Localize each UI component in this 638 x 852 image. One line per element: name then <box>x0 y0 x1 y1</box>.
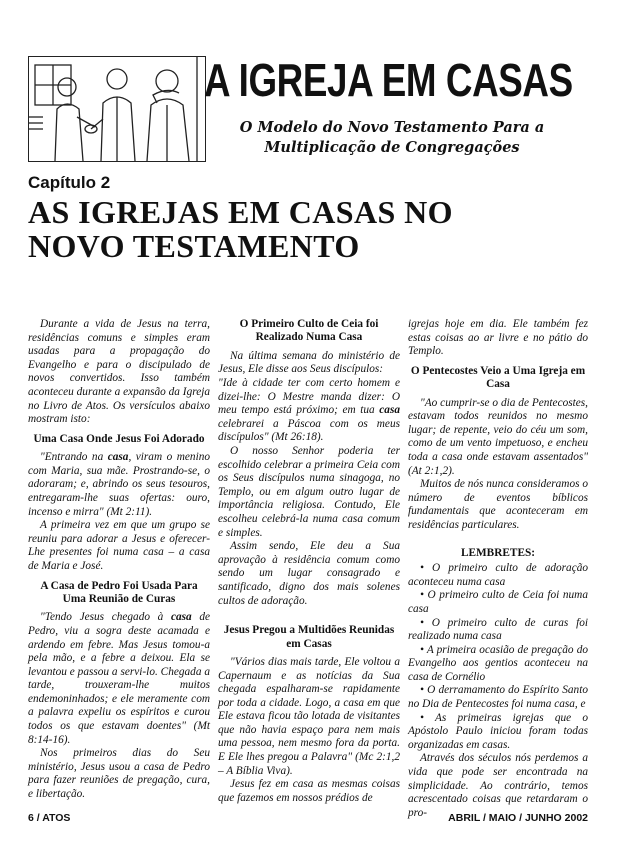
chapter-title-line-1: AS IGREJAS EM CASAS NO <box>28 194 453 230</box>
subtitle-line-2: Multiplicação de Congregações <box>264 139 520 156</box>
section-heading-peter-house: A Casa de Pedro Foi Usada Para Uma Reunião de Curas <box>40 579 198 605</box>
body-paragraph: Muitos de nós nunca consideramos o número de eventos bíblicos fundamentais que aconteceram em residências particulares. <box>408 478 588 531</box>
quote-mc-2-1: "Vários dias mais tarde, Ele voltou a Capernaum e as notícias da Sua chegada espalharam-se rapidamente por toda a cidade. Logo, a casa em que Ele estava ficou tão lotada de visitantes que não havia espaço para nem mais uma pessoa, nem mesmo fora da porta. E Ele lhes pregou a Palavra" (Mc 2:1,2 – A Bíblia Viva). <box>218 655 400 777</box>
body-paragraph: igrejas hoje em dia. Ele também fez estas coisas ao ar livre e no pátio do Templo. <box>408 318 588 358</box>
page-folio: 6 / ATOS <box>28 812 71 824</box>
quote-mt-8-14 <box>28 611 210 747</box>
chapter-label: Capítulo 2 <box>28 173 111 192</box>
quote-text: de Pedro, viu a sogra deste acamada e ardendo em febre. Mas Jesus tomou-a pela mão, e a febre a deixou. Ela se levantou e passou a servi-lo. Chegada a tarde, trouxeram-lhe muitos endemoninhados; e ele meramente com a palavra expeliu os espíritos e curou todos os que estavam doentes" (Mt 8:14-16). <box>28 611 210 746</box>
body-paragraph: Assim sendo, Ele deu a Sua aprovação à residência comum como sendo um lugar consagrado e santificado, digno dos mais solenes cultos de adoração. <box>218 540 400 607</box>
banner-title: A IGREJA EM CASAS <box>204 54 573 106</box>
quote-mt-2-11 <box>28 451 210 519</box>
reminder-item: • As primeiras igrejas que o Apóstolo Paulo iniciou foram todas organizadas em casas. <box>408 711 588 751</box>
quote-text: "Tendo Jesus chegado à <box>40 611 171 624</box>
reminders-heading: LEMBRETES: <box>460 546 536 559</box>
people-meeting-illustration <box>29 57 205 161</box>
section-heading-pentecost: O Pentecostes Veio a Uma Igreja em Casa <box>410 364 586 391</box>
body-paragraph: Através dos séculos nós perdemos a vida que pode ser encontrada na simplicidade. Ao contrário, temos acrescentado coisas que retardaram o pro- <box>408 752 588 819</box>
text-column-3 <box>408 318 588 820</box>
text-column-2 <box>218 318 400 805</box>
quote-emphasis: casa <box>379 404 400 417</box>
quote-emphasis: casa <box>107 451 129 464</box>
body-paragraph: Jesus fez em casa as mesmas coisas que fazemos em nossos prédios de <box>218 778 400 804</box>
section-heading-worship: Uma Casa Onde Jesus Foi Adorado <box>33 432 205 445</box>
section-heading-supper: O Primeiro Culto de Ceia foi Realizado Numa Casa <box>239 318 379 344</box>
magazine-subtitle <box>212 118 572 158</box>
section-heading-crowds: Jesus Pregou a Multidões Reunidas em Casas <box>223 624 395 650</box>
quote-text: , viram o menino com Maria, sua mãe. Prostrando-se, o adoraram; e, abrindo os seus tesouros, entregaram-lhe suas ofertas: ouro, incenso e mirra" (Mt 2:11). <box>28 451 211 518</box>
subtitle-line-1: O Modelo do Novo Testamento Para a <box>239 119 545 136</box>
intro-paragraph: Durante a vida de Jesus na terra, residências comuns e simples eram usadas para a propagação do Evangelho e para o discipulado de novos convertidos. Isso também aconteceu durante a expansão da Igreja no Livro de Atos. Os versículos abaixo mostram isto: <box>28 318 210 426</box>
body-paragraph: Nos primeiros dias do Seu ministério, Jesus usou a casa de Pedro para fazer reuniões de pregação, cura, e libertação. <box>28 747 210 801</box>
quote-text: celebrarei a Páscoa com os meus discípulos" (Mt 26:18). <box>218 417 400 444</box>
body-paragraph: O nosso Senhor poderia ter escolhido celebrar a primeira Ceia com os Seus discípulos numa sinagoga, no Templo, ou em algum outro lugar de importância religiosa. Contudo, Ele escolheu celebrá-la numa casa comum e simples. <box>218 444 400 539</box>
body-paragraph: Na última semana do ministério de Jesus, Ele disse aos Seus discípulos: <box>218 349 400 376</box>
chapter-title-line-2: NOVO TESTAMENTO <box>28 228 360 264</box>
quote-mt-26-18 <box>218 377 400 445</box>
text-column-1 <box>28 318 210 802</box>
header-illustration <box>28 56 206 162</box>
reminder-item: • A primeira ocasião de pregação do Evangelho aos gentios aconteceu na casa de Cornélio <box>408 643 588 683</box>
quote-at-2-1: "Ao cumprir-se o dia de Pentecostes, estavam todos reunidos no mesmo lugar; de repente, veio do céu um som, como de um vento impetuoso, e encheu toda a casa onde estavam assentados" (At 2:1,2). <box>408 396 588 477</box>
body-paragraph: A primeira vez em que um grupo se reuniu para adorar a Jesus e oferecer-Lhe presentes foi numa casa – a casa de Maria e José. <box>28 519 210 572</box>
issue-date: ABRIL / MAIO / JUNHO 2002 <box>448 812 588 824</box>
reminder-item: • O derramamento do Espírito Santo no Dia de Pentecostes foi numa casa, e <box>408 684 588 711</box>
quote-text: "Ide à cidade ter com certo homem e dizei-lhe: O Mestre manda dizer: O meu tempo está próximo; em tua <box>218 377 400 417</box>
chapter-title <box>28 195 453 263</box>
reminder-item: • O primeiro culto de curas foi realizado numa casa <box>408 616 588 643</box>
quote-emphasis: casa <box>170 611 192 624</box>
reminder-item: • O primeiro culto de adoração aconteceu numa casa <box>408 562 588 588</box>
quote-text: "Entrando na <box>40 451 108 464</box>
reminder-item: • O primeiro culto de Ceia foi numa casa <box>408 589 588 615</box>
